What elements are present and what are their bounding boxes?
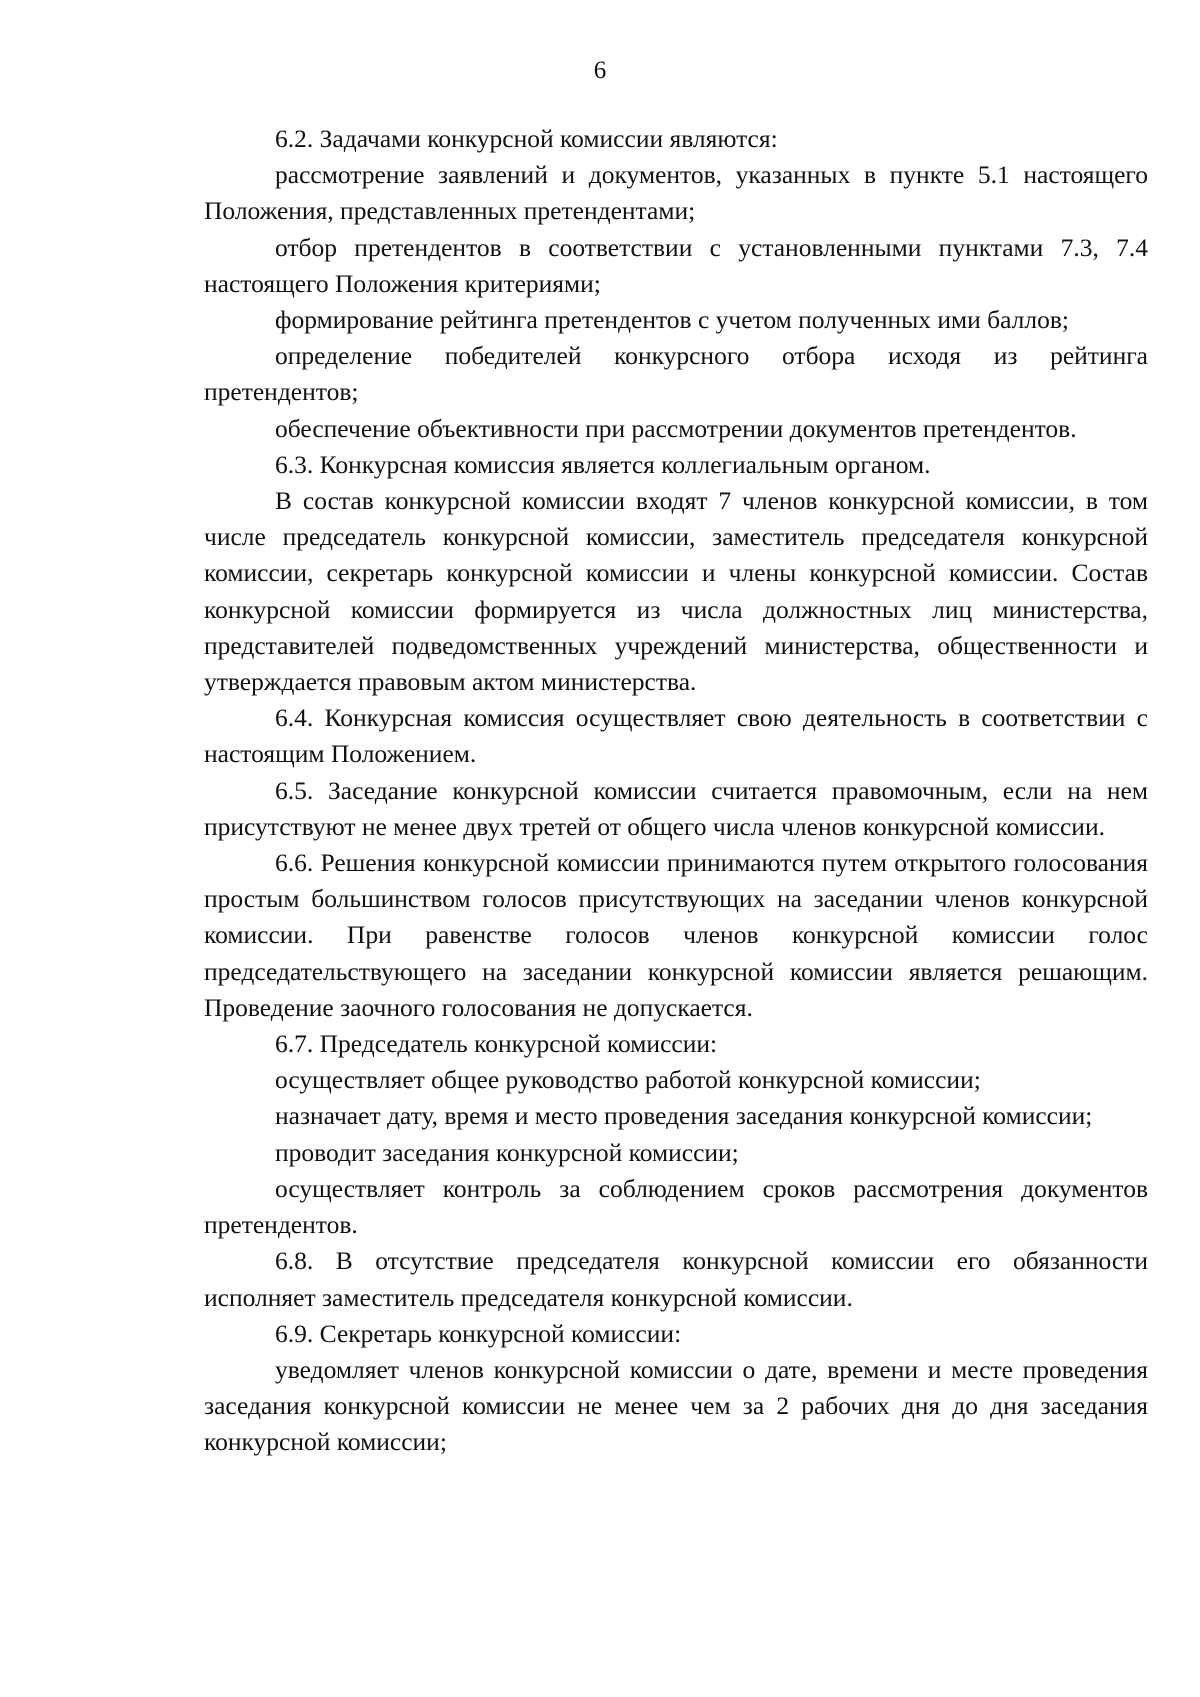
paragraph-composition: В состав конкурсной комиссии входят 7 членов конкурсной комиссии, в том числе председатель конкурсной комиссии, заместитель председателя конкурсной комиссии, секретарь конкурсной комиссии и члены конкурсной комиссии. Состав конкурсной комиссии формируется из числа должностных лиц министерства, представителей подведомственных учреждений министерства, общественности и утверждается правовым актом министерства. <box>204 486 1148 697</box>
paragraph-task-rating: формирование рейтинга претендентов с учетом полученных ими баллов; <box>275 305 1070 335</box>
paragraph-chair-management: осуществляет общее руководство работой конкурсной комиссии; <box>275 1065 981 1095</box>
page-number: 6 <box>593 57 607 84</box>
paragraph-6-8: 6.8. В отсутствие председателя конкурсной комиссии его обязанности исполняет заместитель председателя конкурсной комиссии. <box>204 1246 1148 1312</box>
document-body <box>204 121 1148 1461</box>
paragraph-6-2-heading: 6.2. Задачами конкурсной комиссии являются: <box>275 124 778 153</box>
paragraph-chair-scheduling: назначает дату, время и место проведения заседания конкурсной комиссии; <box>275 1101 1093 1131</box>
paragraph-6-4: 6.4. Конкурсная комиссия осуществляет свою деятельность в соответствии с настоящим Положением. <box>204 703 1148 769</box>
paragraph-task-selection: отбор претендентов в соответствии с установленными пунктами 7.3, 7.4 настоящего Положения критериями; <box>204 232 1148 298</box>
paragraph-6-6: 6.6. Решения конкурсной комиссии принимаются путем открытого голосования простым большинством голосов присутствующих на заседании членов конкурсной комиссии. При равенстве голосов членов конкурсной комиссии голос председательствующего на заседании конкурсной комиссии является решающим. Проведение заочного голосования не допускается. <box>204 848 1148 1022</box>
paragraph-chair-control: осуществляет контроль за соблюдением сроков рассмотрения документов претендентов. <box>204 1173 1148 1240</box>
paragraph-secretary-notifies: уведомляет членов конкурсной комиссии о дате, времени и месте проведения заседания конкурсной комиссии не менее чем за 2 рабочих дня до дня заседания конкурсной комиссии; <box>204 1354 1148 1457</box>
paragraph-task-review: рассмотрение заявлений и документов, указанных в пункте 5.1 настоящего Положения, представленных претендентами; <box>204 160 1148 226</box>
paragraph-task-winners: определение победителей конкурсного отбора исходя из рейтинга претендентов; <box>204 341 1148 407</box>
paragraph-6-9-heading: 6.9. Секретарь конкурсной комиссии: <box>275 1318 682 1348</box>
paragraph-task-objectivity: обеспечение объективности при рассмотрении документов претендентов. <box>275 413 1077 443</box>
paragraph-6-5: 6.5. Заседание конкурсной комиссии считается правомочным, если на нем присутствуют не менее двух третей от общего числа членов конкурсной комиссии. <box>204 775 1148 841</box>
paragraph-chair-conducts: проводит заседания конкурсной комиссии; <box>275 1137 739 1167</box>
paragraph-6-3: 6.3. Конкурсная комиссия является коллегиальным органом. <box>275 449 931 479</box>
paragraph-6-7-heading: 6.7. Председатель конкурсной комиссии: <box>275 1029 718 1059</box>
